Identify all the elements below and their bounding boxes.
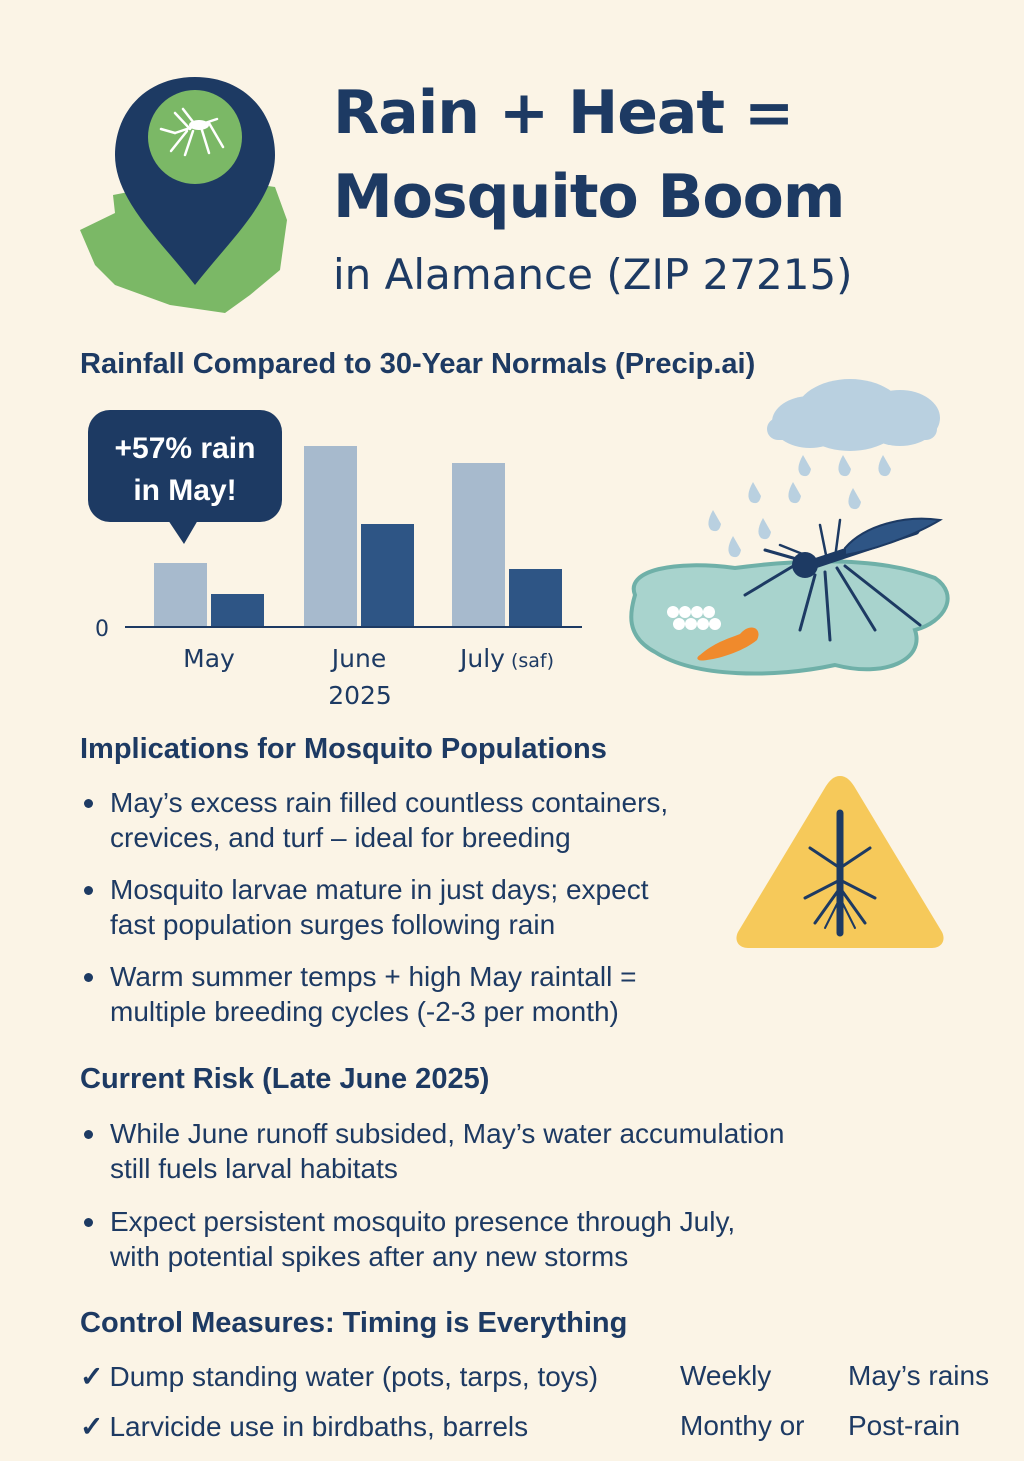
implication-1-line-2: crevices, and turf – ideal for breeding <box>110 822 571 853</box>
risk-1-line-1: While June runoff subsided, May’s water accumulation <box>110 1118 785 1149</box>
cloud-icon <box>767 379 940 451</box>
control-row-2-frequency: Monthy or <box>680 1410 805 1441</box>
x-tick-label-june: June <box>331 644 387 673</box>
risk-2-line-2: with potential spikes after any new storms <box>110 1241 629 1272</box>
rainfall-heading: Rainfall Compared to 30-Year Normals (Precip.ai) <box>80 348 756 380</box>
bullet-dot <box>84 1218 93 1227</box>
location-map-icon <box>75 55 295 320</box>
bullet-dot <box>84 799 93 808</box>
list-item <box>80 959 720 1029</box>
bar-june-series-2 <box>361 524 414 626</box>
subtitle: in Alamance (ZIP 27215) <box>333 250 853 299</box>
control-heading: Control Measures: Timing is Everything <box>80 1307 628 1339</box>
bullet-dot <box>84 973 93 982</box>
implication-3-line-2: multiple breeding cycles (-2-3 per month) <box>110 996 619 1027</box>
control-row-1-frequency: Weekly <box>680 1360 772 1391</box>
puddle <box>631 561 947 673</box>
x-tick-label-may: May <box>183 644 235 673</box>
list-item <box>80 872 720 942</box>
x-group-label: 2025 <box>328 681 392 710</box>
rain-callout <box>88 410 282 544</box>
list-item <box>80 785 720 855</box>
rain-puddle-mosquito-illustration <box>615 360 960 700</box>
callout-line-1: +57% rain <box>114 432 256 465</box>
risk-heading: Current Risk (Late June 2025) <box>80 1063 490 1095</box>
implications-heading: Implications for Mosquito Populations <box>80 733 607 765</box>
bar-july-series-2 <box>509 569 562 626</box>
risk-1-line-2: still fuels larval habitats <box>110 1153 398 1184</box>
bullet-dot <box>84 1130 93 1139</box>
control-row-2-action <box>80 1410 528 1443</box>
risk-list <box>80 1116 880 1274</box>
implications-list <box>80 785 720 1029</box>
bar-july-series-1 <box>452 463 505 626</box>
warning-mosquito-icon <box>730 768 950 953</box>
title-line-2: Mosquito Boom <box>333 162 845 232</box>
risk-2-line-1: Expect persistent mosquito presence through July, <box>110 1206 736 1237</box>
rainfall-chart <box>80 400 600 720</box>
control-row-1-note: May’s rains <box>848 1360 990 1391</box>
implication-2-line-1: Mosquito larvae mature in just days; expect <box>110 874 649 905</box>
x-tick-label-july: July (saf) <box>459 644 555 673</box>
callout-line-2: in May! <box>133 474 237 507</box>
bar-may-series-2 <box>211 594 264 626</box>
implication-1-line-1: May’s excess rain filled countless containers, <box>110 787 669 818</box>
list-item <box>80 1204 880 1274</box>
implication-2-line-2: fast population surges following rain <box>110 909 556 940</box>
bar-june-series-1 <box>304 446 357 626</box>
control-row-1-action <box>80 1360 598 1393</box>
checkmark-icon: ✓ <box>80 1411 104 1442</box>
checkmark-icon: ✓ <box>80 1361 104 1392</box>
control-row-2-note: Post-rain <box>848 1410 961 1441</box>
bullet-dot <box>84 886 93 895</box>
list-item <box>80 1116 880 1186</box>
control-action-text: Larvicide use in birdbaths, barrels <box>109 1411 529 1442</box>
implication-3-line-1: Warm summer temps + high May raintall = <box>110 961 637 992</box>
bar-may-series-1 <box>154 563 207 626</box>
control-action-text: Dump standing water (pots, tarps, toys) <box>109 1361 599 1392</box>
title-line-1: Rain + Heat = <box>333 78 794 148</box>
y-zero-label: 0 <box>95 617 109 642</box>
